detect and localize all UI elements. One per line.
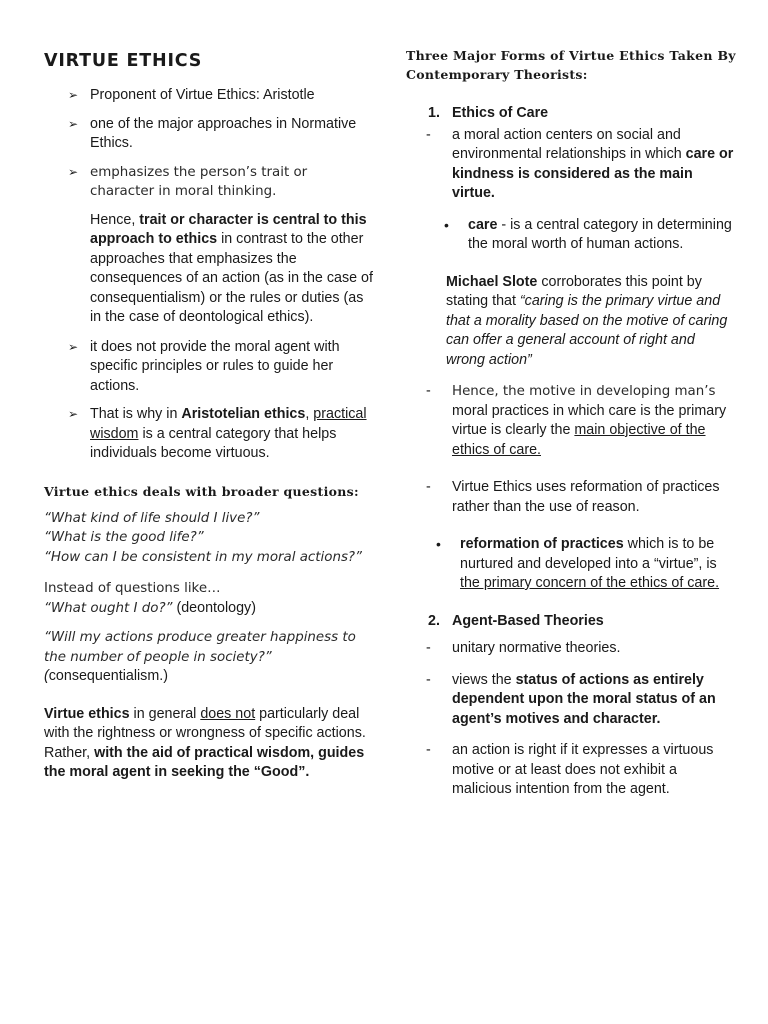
- list-item: [44, 405, 374, 464]
- text-run: corroborates this point by stating that: [446, 273, 702, 309]
- consequentialism-block: [44, 628, 374, 687]
- list-item: [406, 216, 736, 255]
- broader-questions-heading: Virtue ethics deals with broader questions:: [44, 483, 359, 499]
- virtue-ethics-points-2: [44, 338, 374, 464]
- slote-paragraph: [446, 273, 736, 371]
- text-run: an action is right if it expresses a virtuous motive or at least does not exhibit a malicious intention from the agent.: [452, 742, 714, 797]
- instead-label: Instead of questions like…: [44, 581, 221, 596]
- list-item: [406, 639, 736, 659]
- bold-text: trait or character is central to this approach to ethics: [90, 211, 367, 247]
- text-run: which is to be nurtured and developed into a “virtue”, is: [460, 536, 717, 572]
- dash-bullet-icon: -: [426, 126, 431, 143]
- text-run: unitary normative theories.: [452, 640, 621, 656]
- list-item: [44, 86, 374, 106]
- text-run: Hence,: [90, 211, 140, 228]
- section-heading: [406, 612, 736, 632]
- quote-text: “caring is the primary virtue and that a morality based on the motive of caring can offer a general account of right and wrong action”: [446, 293, 728, 368]
- text-run: That is why in: [90, 406, 182, 422]
- arrow-bullet-icon: ➢: [68, 88, 79, 102]
- list-item: [406, 126, 736, 204]
- text-run: (deontology): [172, 599, 256, 616]
- section-title: Agent-Based Theories: [452, 612, 604, 629]
- section-agent-based: [406, 612, 736, 800]
- forms-heading: Three Major Forms of Virtue Ethics Taken By Contemporary Theorists:: [406, 48, 736, 82]
- text-run: ,: [305, 406, 310, 422]
- bold-text: reformation of practices: [460, 536, 624, 552]
- bold-text: care or kindness is considered as the main virtue.: [452, 146, 734, 201]
- section-number: 1.: [428, 105, 440, 121]
- dash-bullet-icon: -: [426, 383, 431, 399]
- underlined-text: does not: [200, 705, 256, 722]
- bold-text: Michael Slote: [446, 273, 538, 290]
- point-emphasizes: emphasizes the person’s trait or character in moral thinking.: [90, 164, 308, 199]
- dot-bullet-icon: •: [444, 216, 449, 233]
- text-run: (: [44, 668, 49, 684]
- text-run: consequentialism.): [48, 668, 168, 684]
- text-run: is a central category that helps individuals become virtuous.: [90, 425, 337, 461]
- dot-bullet-icon: •: [436, 536, 441, 552]
- dash-bullet-icon: -: [426, 640, 431, 656]
- arrow-bullet-icon: ➢: [68, 407, 79, 421]
- virtue-ethics-points: [44, 86, 374, 202]
- point-aristotelian: [90, 406, 367, 461]
- deontology-line: [44, 599, 374, 619]
- point-proponent: Proponent of Virtue Ethics: Aristotle: [90, 87, 315, 103]
- question-line: “What kind of life should I live?”: [44, 510, 260, 526]
- bold-text: Aristotelian ethics: [181, 406, 306, 422]
- list-item: [406, 535, 736, 594]
- bold-text: care: [468, 216, 498, 233]
- text-run: particularly deal with the rightness or wrongness of specific actions. Rather,: [44, 705, 366, 761]
- text-run: Hence, the motive in developing man’s: [452, 384, 716, 399]
- arrow-bullet-icon: ➢: [68, 339, 79, 354]
- arrow-bullet-icon: ➢: [68, 116, 79, 131]
- question-text: “What ought I do?”: [44, 600, 173, 616]
- broader-questions: [44, 509, 374, 568]
- left-column: [44, 46, 374, 783]
- bold-text: with the aid of practical wisdom, guides the moral agent in seeking the “Good”.: [44, 744, 365, 780]
- list-item: [406, 741, 736, 800]
- section-number: 2.: [428, 612, 440, 629]
- arrow-bullet-icon: ➢: [68, 164, 79, 179]
- point-normative: one of the major approaches in Normative Ethics.: [90, 115, 357, 151]
- list-item: [406, 671, 736, 730]
- list-item: [44, 163, 374, 202]
- dash-bullet-icon: -: [426, 671, 431, 688]
- question-text: “Will my actions produce greater happiness to the: [44, 630, 356, 665]
- text-run: moral practices in which care is the primary virtue is clearly the: [452, 402, 727, 438]
- section-title: Ethics of Care: [452, 105, 549, 121]
- hence-paragraph: [90, 211, 374, 328]
- point-no-rules: it does not provide the moral agent with specific principles or rules to guide her actions.: [90, 338, 340, 394]
- text-run: views the: [452, 671, 516, 688]
- underlined-text: main objective of the ethics of care.: [452, 422, 706, 458]
- underlined-text: the primary concern of the ethics of care.: [460, 575, 720, 591]
- bold-text: status of actions as entirely dependent upon the moral status of an agent’s motives and character.: [452, 671, 716, 727]
- question-line: “What is the good life?”: [44, 530, 204, 545]
- text-run: a moral action centers on social and environmental relationships in which: [452, 126, 686, 162]
- text-run: in general: [129, 705, 201, 722]
- question-text: number of people in society?”: [70, 649, 272, 665]
- section-heading: [406, 104, 736, 124]
- text-run: Virtue Ethics uses reformation of practices rather than the use of reason.: [452, 479, 720, 515]
- bold-text: Virtue ethics: [44, 705, 130, 722]
- section-ethics-of-care: [406, 104, 736, 594]
- list-item: [44, 115, 374, 154]
- right-column: [406, 46, 736, 812]
- list-item: [44, 338, 374, 397]
- text-run: - is a central category in determining the moral worth of human actions.: [468, 216, 732, 252]
- instead-block: [44, 579, 374, 618]
- text-run: in contrast to the other approaches that emphasizes the consequences of an action (as in the case of consequentialism) or the rules or duties (as in the case of deontological ethics).: [90, 231, 373, 325]
- closing-paragraph: [44, 705, 374, 783]
- list-item: [406, 382, 736, 460]
- question-line: “How can I be consistent in my moral actions?”: [44, 549, 362, 565]
- underlined-text: practical wisdom: [90, 406, 367, 442]
- list-item: [406, 478, 736, 517]
- dash-bullet-icon: -: [426, 742, 431, 758]
- page-title: VIRTUE ETHICS: [44, 51, 203, 71]
- dash-bullet-icon: -: [426, 479, 431, 495]
